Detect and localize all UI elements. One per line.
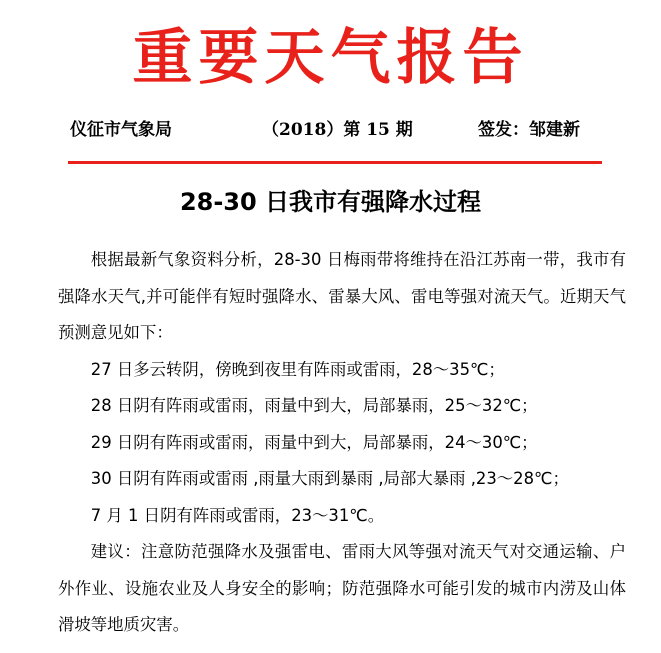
signed-by: 签发：邹建新 — [478, 120, 580, 140]
masthead-title: 重要天气报告 — [132, 23, 529, 93]
intro-paragraph: 根据最新气象资料分析，28-30 日梅雨带将维持在沿江苏南一带，我市有强降水天气,并可能伴有短时强降水、雷暴大风、雷电等强对流天气。近期天气预测意见如下： — [58, 250, 626, 342]
forecast-day-28: 28 日阴有阵雨或雷雨，雨量中到大，局部暴雨，25～32℃； — [90, 396, 538, 415]
forecast-day-29: 29 日阴有阵雨或雷雨，雨量中到大，局部暴雨，24～30℃； — [90, 432, 538, 452]
report-body — [58, 242, 626, 644]
issue-number: （2018）第 15 期 — [262, 120, 413, 140]
forecast-jul-1: 7 月 1 日阴有阵雨或雷雨，23～31℃。 — [90, 505, 385, 525]
report-headline: 28-30 日我市有强降水过程 — [179, 188, 482, 216]
forecast-day-30: 30 日阴有阵雨或雷雨 ,雨量大雨到暴雨 ,局部大暴雨 ,23～28℃； — [90, 469, 569, 488]
advice-paragraph: 建议：注意防范强降水及强雷电、雷雨大风等强对流天气对交通运输、户外作业、设施农业及人身安全的影响；防范强降水可能引发的城市内涝及山体滑坡等地质灾害。 — [58, 542, 626, 634]
issuing-agency: 仪征市气象局 — [70, 120, 172, 140]
issue-meta-row — [0, 118, 661, 142]
forecast-day-27: 27 日多云转阴，傍晚到夜里有阵雨或雷雨，28～35℃； — [90, 359, 505, 379]
header-divider — [68, 161, 602, 164]
